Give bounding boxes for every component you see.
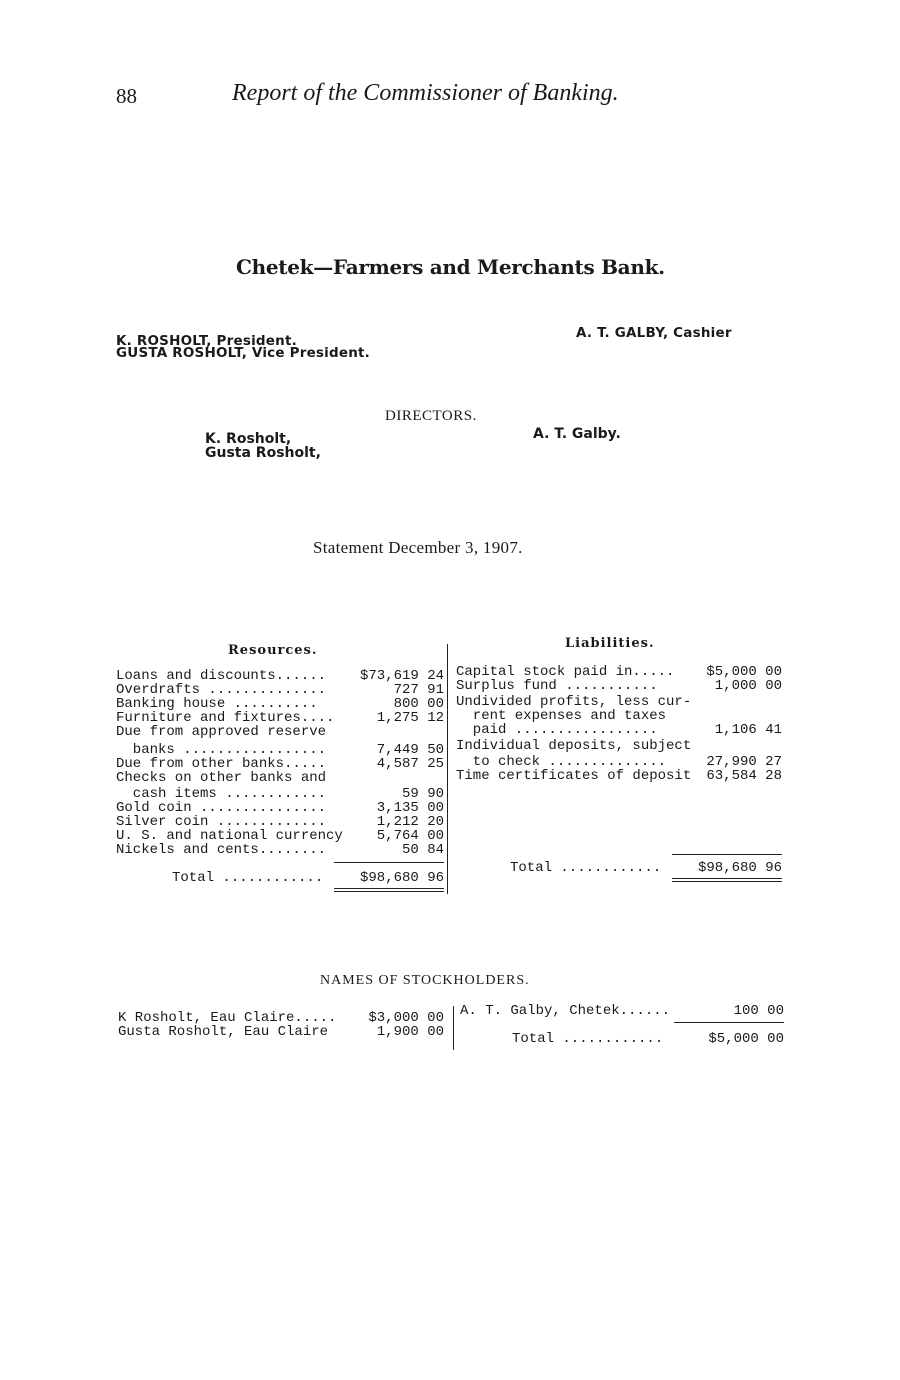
row-label: Loans and discounts...... [116, 668, 327, 684]
row-label: Individual deposits, subject [456, 738, 692, 754]
row-amount: 1,000 00 [714, 678, 782, 694]
bank-title: Chetek—Farmers and Merchants Bank. [236, 255, 665, 279]
row-amount: 1,106 41 [714, 722, 782, 738]
row-amount: 1,212 20 [376, 814, 444, 830]
resources-row [116, 724, 444, 740]
total-amount: $98,680 96 [697, 860, 782, 876]
row-amount: $73,619 24 [359, 668, 444, 684]
total-label: Total ............ [510, 860, 662, 876]
row-amount: 27,990 27 [706, 754, 782, 770]
row-label: Undivided profits, less cur- [456, 694, 692, 710]
stockholder-amount: 100 00 [733, 1003, 784, 1019]
row-amount: 63,584 28 [706, 768, 782, 784]
row-label: banks ................. [116, 742, 327, 758]
row-amount: 727 91 [393, 682, 444, 698]
resources-heading: Resources. [228, 643, 318, 658]
stockholder-name: Gusta Rosholt, Eau Claire [118, 1024, 329, 1040]
row-amount: 50 84 [401, 842, 444, 858]
director-name: Gusta Rosholt, [205, 445, 321, 461]
stockholder-amount: $3,000 00 [368, 1010, 444, 1026]
resources-row [116, 842, 444, 858]
officer-cashier: A. T. GALBY, Cashier [576, 325, 732, 341]
total-double-rule [672, 878, 782, 882]
resources-total-row [116, 870, 444, 886]
row-amount: $5,000 00 [706, 664, 782, 680]
column-divider [447, 644, 448, 894]
liabilities-total-row [456, 860, 782, 876]
directors-heading: DIRECTORS. [385, 408, 477, 424]
row-label: U. S. and national currency [116, 828, 343, 844]
row-amount: 59 90 [401, 786, 444, 802]
subtotal-rule [334, 862, 444, 863]
stockholders-heading: NAMES OF STOCKHOLDERS. [320, 973, 530, 988]
officer-vice-president: GUSTA ROSHOLT, Vice President. [116, 345, 371, 361]
row-label: cash items ............ [116, 786, 327, 802]
officer-president: K. ROSHOLT, President. [116, 333, 297, 349]
liabilities-row [456, 722, 782, 738]
row-label: Nickels and cents........ [116, 842, 327, 858]
director-name: A. T. Galby. [533, 426, 621, 442]
liabilities-row [456, 768, 782, 784]
row-label: Due from other banks..... [116, 756, 327, 772]
row-label: to check .............. [456, 754, 667, 770]
liabilities-table [456, 664, 782, 894]
row-label: Gold coin ............... [116, 800, 327, 816]
resources-table [116, 668, 444, 908]
subtotal-rule [674, 1022, 784, 1023]
liabilities-row [456, 678, 782, 694]
director-name: K. Rosholt, [205, 431, 292, 447]
row-label: Surplus fund ........... [456, 678, 658, 694]
subtotal-rule [672, 854, 782, 855]
row-label: Due from approved reserve [116, 724, 327, 740]
row-amount: 7,449 50 [376, 742, 444, 758]
stockholder-name: A. T. Galby, Chetek...... [460, 1003, 671, 1019]
resources-row [116, 770, 444, 786]
stockholders-right [460, 1003, 784, 1053]
row-label: Furniture and fixtures.... [116, 710, 335, 726]
stockholder-name: K Rosholt, Eau Claire..... [118, 1010, 337, 1026]
row-amount: 3,135 00 [376, 800, 444, 816]
total-double-rule [334, 888, 444, 892]
row-amount: 5,764 00 [376, 828, 444, 844]
column-divider [453, 1006, 454, 1050]
total-label: Total ............ [172, 870, 324, 886]
row-amount: 4,587 25 [376, 756, 444, 772]
stockholder-row [118, 1024, 444, 1040]
row-label: Checks on other banks and [116, 770, 327, 786]
statement-date: Statement December 3, 1907. [313, 538, 523, 557]
row-amount: 1,275 12 [376, 710, 444, 726]
stockholders-total-row [460, 1031, 784, 1047]
total-label: Total ............ [512, 1031, 664, 1047]
row-label: Capital stock paid in..... [456, 664, 675, 680]
stockholder-row [460, 1003, 784, 1019]
page-number: 88 [116, 84, 137, 108]
liabilities-row [456, 738, 782, 754]
row-label: Time certificates of deposit [456, 768, 692, 784]
stockholder-amount: 1,900 00 [376, 1024, 444, 1040]
running-head: Report of the Commissioner of Banking. [232, 80, 619, 106]
row-label: rent expenses and taxes [456, 708, 667, 724]
row-label: Banking house .......... [116, 696, 318, 712]
liabilities-heading: Liabilities. [565, 636, 655, 651]
row-label: paid ................. [456, 722, 658, 738]
row-label: Overdrafts .............. [116, 682, 327, 698]
stockholders-left [118, 1010, 444, 1050]
row-label: Silver coin ............. [116, 814, 327, 830]
total-amount: $5,000 00 [708, 1031, 784, 1047]
row-amount: 800 00 [393, 696, 444, 712]
total-amount: $98,680 96 [359, 870, 444, 886]
